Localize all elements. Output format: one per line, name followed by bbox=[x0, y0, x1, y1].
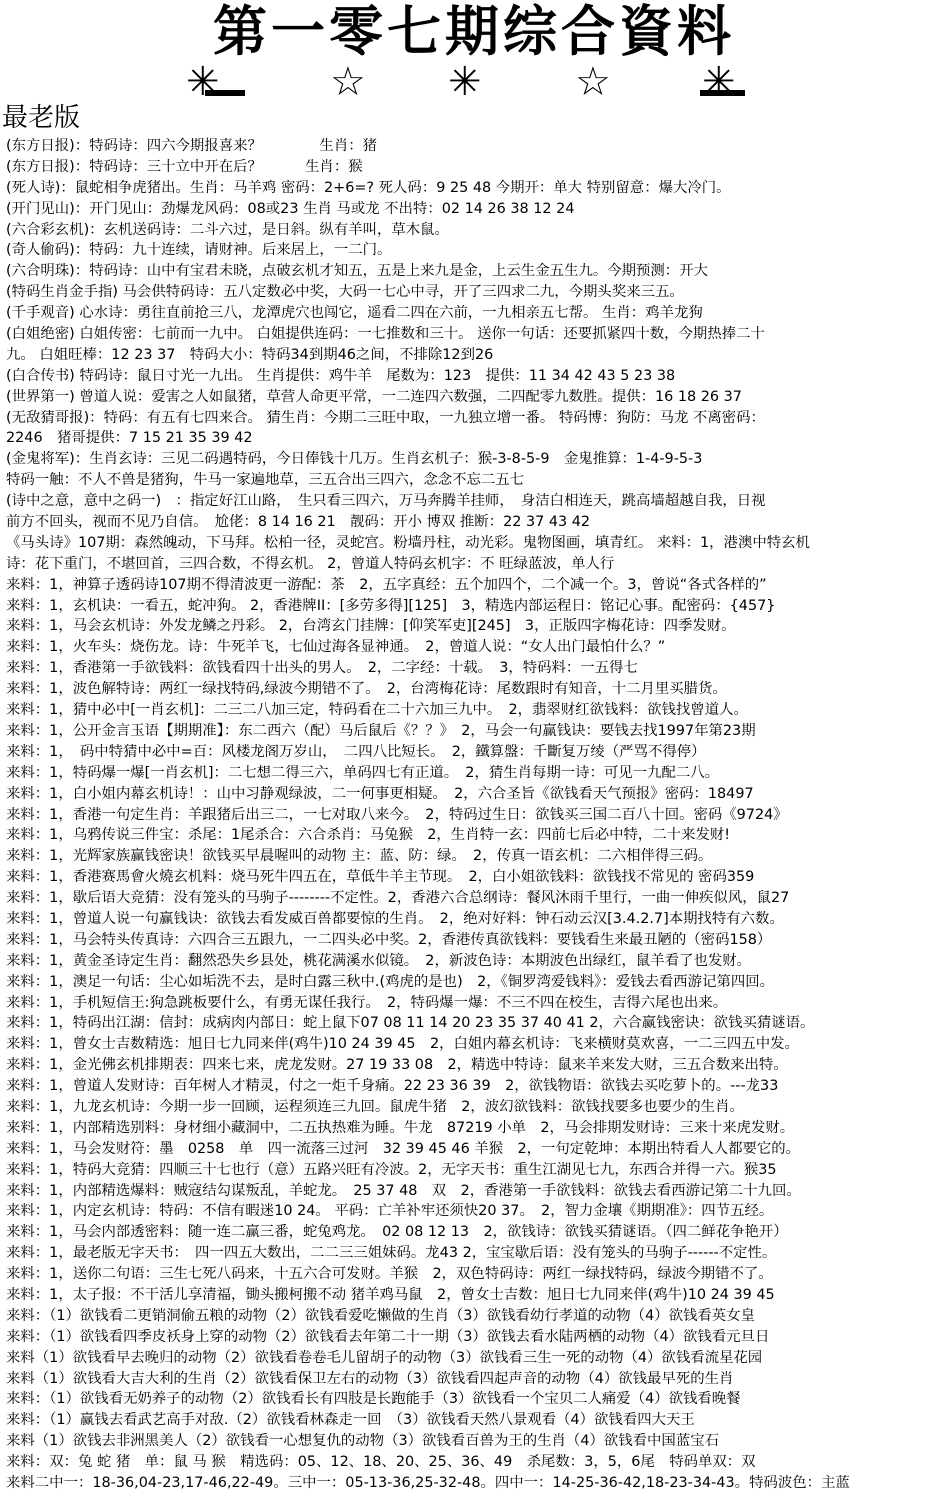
text-line: 《马头诗》107期：森然魄动，下马拜。松柏一径，灵蛇宫。粉墙丹柱，动光彩。鬼物图画，填青红。 来料：1，港澳中特玄机 bbox=[6, 534, 810, 551]
text-line: (世界第一) 曾道人说：爱害之人如鼠猪，草营人命更平常，一二连四六数强，二四配零九数胜。提供：16 18 26 37 bbox=[6, 388, 742, 405]
text-line: 来料：1，太子报：不干活儿享清福，锄头搬柯搬不动 猪羊鸡马鼠 2，曾女士吉数：旭日七九同来伴(鸡牛)10 24 39 45 bbox=[6, 1286, 775, 1303]
text-line: 来料：（1）欲钱看四季皮袄身上穿的动物（2）欲钱看去年第二十一期（3）欲钱去看水陆两栖的动物（4）欲钱看元旦日 bbox=[6, 1328, 770, 1345]
text-line: 来料：1，马会内部透密料：随一连二赢三番，蛇兔鸡龙。 02 08 12 13 2，欲钱诗：欲钱买猜谜语。（四二鲜花争艳开） bbox=[6, 1224, 788, 1241]
text-line: 来料：1，马会玄机诗：外发龙鳞之丹彩。 2，台湾玄门挂牌：[仰笑军吏][245] 3，正版四字梅花诗：四季发财。 bbox=[6, 618, 736, 635]
text-line: (六合彩玄机)：玄机送码诗：二斗六过，是日斜。纵有羊叫，草木鼠。 bbox=[6, 221, 449, 238]
text-line: 九。 白姐旺棒：12 23 37 特码大小：特码34到期46之间，不排除12到26 bbox=[6, 346, 494, 363]
text-line: 来料：1，马会特头传真诗：六四合三五跟九，一二四头必中奖。2，香港传真欲钱料：要钱看生来最丑陋的（密码158） bbox=[6, 931, 772, 948]
text-line: 前方不回头，视而不见乃自信。 尬佬：8 14 16 21 靓码：开小 博双 推断：22 37 43 42 bbox=[6, 514, 591, 531]
text-line: (奇人偷码)：特码：九十连续，请财神。后来居上，一二门。 bbox=[6, 242, 392, 259]
text-line: 来料：1，内定玄机诗：特码：不信有暇迷10 24。 平码：亡羊补牢还须快20 37。 2，智力金壤《期期准》：四节五经。 bbox=[6, 1203, 774, 1220]
text-line: 来料（1）欲钱去非洲黑美人（2）欲钱看一心想复仇的动物（3）欲钱看百兽为王的生肖（4）欲钱看中国蓝宝石 bbox=[6, 1433, 719, 1450]
text-line: 特码一触：不人不兽是猪狗，牛马一家遍地草，三五合出三四六，念念不忘二五七 bbox=[6, 472, 525, 489]
text-line: 来料：1，内部精选爆料：贼寇结勾谋叛乱，羊蛇龙。 25 37 48 双 2，香港第一手欲钱料：欲钱去看西游记第二十九回。 bbox=[6, 1182, 801, 1199]
text-line: 来料：1，澳足一句话：尘心如垢洗不去，是时白露三秋中.(鸡虎的是也) 2，《铜罗湾爱钱料》：爱钱去看西游记第四回。 bbox=[6, 973, 775, 990]
text-line: (诗中之意，意中之码一) ：指定好江山路， 生只看三四六，万马奔腾羊挂师， 身洁白相连天，跳高墙超越自我，日视 bbox=[6, 493, 766, 510]
asterisk-icon: ✳ bbox=[186, 59, 220, 105]
text-line: 来料：1，送你二句语：三生七死八码来，十五六合可发财。羊猴 2，双色特码诗：两红一绿找特码，绿波今期错不了。 bbox=[6, 1266, 773, 1283]
text-line: (东方日报)：特码诗：四六今期报喜来？ 生肖：猪 bbox=[6, 138, 377, 154]
content-body bbox=[6, 136, 942, 1491]
text-line: (无敌猜哥报)：特码：有五有七四来合。 猜生肖：今期二三旺中取，一九独立增一番。 特码博：狗防：马龙 不离密码： bbox=[6, 409, 765, 426]
text-line: 来料：（1）欲钱看无奶养子的动物（2）欲钱看长有四肢是长跑能手（3）欲钱看一个宝贝二人痛爱（4）欲钱看晚餐 bbox=[6, 1391, 741, 1408]
text-line: (特码生肖金手指) 马会供特码诗：五八定数必中奖，大码一七心中寻，开了三四求二九，今期头奖来三五。 bbox=[6, 284, 684, 301]
text-line: 来料：1，猜中必中[一肖玄机]：二三二八加三定，特码看在二十六加三九中。 2，翡翠财红欲钱料：欲钱找曾道人。 bbox=[6, 702, 748, 719]
text-line: 来料：1，内部精选别料：身材细小藏洞中，二五执热难为睡。牛龙 87219 小单 2，马会排期发财诗：三来十来虎发财。 bbox=[6, 1119, 795, 1136]
text-line: 来料（1）欲钱看早去晚归的动物（2）欲钱看卷卷毛儿留胡子的动物（3）欲钱看三生一死的动物（4）欲钱看流星花园 bbox=[6, 1349, 763, 1366]
text-line: 来料：1，乌鸦传说三件宝：杀尾：1尾杀合：六合杀肖：马兔猴 2，生肖特一玄：四前七后必中特，二十来发财! bbox=[6, 827, 730, 844]
text-line: (金鬼将军)：生肖玄诗：三见二码遇特码，今日俸钱十几万。生肖玄机子：猴-3-8-5-9 金鬼推算：1-4-9-5-3 bbox=[6, 451, 703, 468]
text-line: 来料：（1）赢钱去看武艺高手对敌.（2）欲钱看林森走一回 （3）欲钱看天然八景观看（4）欲钱看四大天王 bbox=[6, 1412, 695, 1429]
text-line: 来料：1，金光佛玄机排期表：四来七来，虎龙发财。27 19 33 08 2，精选中特诗：鼠来羊来发大财，三五合数来出特。 bbox=[6, 1057, 788, 1074]
text-line: 来料：1，曾道人说一句赢钱诀：欲钱去看发威百兽都要惊的生肖。 2，绝对好料：钟石动云汉[3.4.2.7]本期找特有六数。 bbox=[6, 910, 784, 927]
text-line: 来料：1，曾女士吉数精选：旭日七九同来伴(鸡牛)10 24 39 45 2，白姐内幕玄机诗：飞来横财莫欢喜，一二三四五中发。 bbox=[6, 1036, 799, 1053]
text-line: 来料：1，歇后语大竞猜：没有笼头的马驹子--------不定性。2，香港六合总纲诗：餐风沐雨千里行，一曲一伸疾似风，鼠27 bbox=[6, 890, 790, 907]
text-line: 来料二中一：18-36,04-23,17-46,22-49。三中一：05-13-36,25-32-48。四中一：14-25-36-42,18-23-34-43。特码波色：主蓝 bbox=[6, 1475, 850, 1491]
text-line: 来料：1，手机短信王:狗急跳板要什么，有勇无谋任我行。 2，特码爆一爆：不三不四在校生，吉得六尾也出来。 bbox=[6, 994, 728, 1011]
asterisk-icon: ✳ bbox=[702, 59, 736, 105]
text-line: 来料：1，波色解特诗：两红一绿找特码,绿波今期错不了。 2，台湾梅花诗：尾数跟时有知音，十二月里买腊货。 bbox=[6, 681, 727, 698]
text-line: 来料：1，九龙玄机诗：今期一步一回顾，运程须连三九回。鼠虎牛猪 2，波幻欲钱料：欲钱找要多也要少的生肖。 bbox=[6, 1098, 744, 1115]
text-line: (白姐绝密) 白姐传密：七前而一九中。 白姐提供连码：一七推数和三十。 送你一句话：还要抓紧四十数，今期热捧二十 bbox=[6, 326, 765, 343]
text-line: 2246 猪哥提供：7 15 21 35 39 42 bbox=[6, 430, 253, 447]
text-line: 来料：1，黄金圣诗定生肖：翻然恐失乡县处，桃花满溪水似镜。 2，新波色诗：本期波色出绿红，鼠羊看了也发财。 bbox=[6, 952, 752, 969]
text-line: 来料：1，公开金言玉语【期期准】：东二西六（配）马后鼠后《？？》 2，马会一句赢钱诀：要钱去找1997年第23期 bbox=[6, 722, 756, 739]
text-line: 来料：1，特码爆一爆[一肖玄机]：二七想二得三六，单码四七有正道。 2，猜生肖每期一诗：可见一九配二八。 bbox=[6, 764, 720, 781]
text-line: (死人诗)：鼠蛇相争虎猪出。生肖：马羊鸡 密码：2+6=? 死人码：9 25 48 今期开：单大 特别留意：爆大冷门。 bbox=[6, 179, 731, 196]
text-line: 来料：双：兔 蛇 猪 单：鼠 马 猴 精选码：05、12、18、20、25、36、49 杀尾数：3，5，6尾 特码单双：双 bbox=[6, 1454, 756, 1471]
text-line: 来料：1，玄机诀：一看五，蛇冲狗。 2，香港牌II：[多劳多得][125] 3，精选内部运程日：铭记心事。配密码：{457} bbox=[6, 597, 776, 614]
text-line: 来料：1，香港第一手欲钱料：欲钱看四十出头的男人。 2，二字经：十载。 3，特码料：一五得七 bbox=[6, 660, 638, 677]
page-title: 第一零七期综合資料 bbox=[213, 0, 735, 63]
text-line: 来料：1，白小姐内幕玄机诗！：山中习静观绿波，二一何事更相疑。 2，六合圣旨《欲钱看天气预报》密码：18497 bbox=[6, 785, 754, 802]
text-line: 来料：1，神算子透码诗107期不得清波更一游配：茶 2，五字真经：五个加四个，二个减一个。3，曾说“各式各样的” bbox=[6, 576, 767, 593]
text-line: 来料：1，马会发财符：墨 0258 单 四一流落三过河 32 39 45 46 羊猴 2，一句定乾坤：本期出特看人人都要它的。 bbox=[6, 1140, 801, 1157]
text-line: 来料：1， 码中特猜中必中=百：风楼龙阁万岁山， 二四八比短长。 2，鐵算盤：千斷复万绫（严骂不得停） bbox=[6, 743, 706, 760]
text-line: 来料：1，最老版无字天书： 四一四五大数出，二二三三姐妹码。龙43 2，宝宝歇后语：没有笼头的马驹子------不定性。 bbox=[6, 1245, 777, 1262]
star-icon: ☆ bbox=[330, 59, 366, 105]
text-line: (开门见山)：开门见山：劲爆龙风码：08或23 生肖 马或龙 不出特：02 14 26 38 12 24 bbox=[6, 200, 575, 217]
text-line: (六合明珠)：特码诗：山中有宝君未晓，点破玄机才知五，五是上来九是金，上云生金五生九。今期预测：开大 bbox=[6, 263, 708, 280]
title-decoration bbox=[0, 60, 948, 104]
text-line: 来料：1，香港一句定生肖：羊跟猪后出三二，一七对取八来今。 2，特码过生日：欲钱买三国二百八十回。密码《9724》 bbox=[6, 806, 788, 823]
edition-label: 最老版 bbox=[2, 103, 81, 133]
text-line: 来料：1，火车头：烧伤龙。诗：牛死羊飞，七仙过海各显神通。 2，曾道人说：“女人出门最怕什么？” bbox=[6, 639, 666, 656]
text-line: 诗：花下重门，不堪回首，三四合数，不得玄机。 2，曾道人特码玄机字：不 旺绿蓝波，单人行 bbox=[6, 555, 615, 572]
text-line: 来料：（1）欲钱看二更销洞偷五粮的动物（2）欲钱看爱吃懒做的生肖（3）欲钱看幼行孝道的动物（4）欲钱看英女皇 bbox=[6, 1307, 755, 1324]
text-line: 来料：1，曾道人发财诗：百年树人才精灵，付之一炬千身痛。22 23 36 39 2，欲钱物语：欲钱去买吃萝卜的。---龙33 bbox=[6, 1078, 779, 1095]
text-line: 来料：1，特码大竞猜：四顺三十七也行（意）五路兴旺有冷波。2，无字天书：重生江湖见七九，东西合并得一六。猴35 bbox=[6, 1161, 777, 1178]
star-icon: ☆ bbox=[575, 59, 611, 105]
text-line: (千手观音) 心水诗：勇往直前抢三八，龙潭虎穴也闯它，遥看二四在六前，一九相亲五七帮。 生肖：鸡羊龙狗 bbox=[6, 305, 703, 322]
text-line: (白合传书) 特码诗：鼠日寸光一九出。 生肖提供：鸡牛羊 尾数为：123 提供：11 34 42 43 5 23 38 bbox=[6, 367, 676, 384]
text-line: 来料（1）欲钱看大吉大利的生肖（2）欲钱看保卫左右的动物（3）欲钱看四起声音的动物（4）欲钱最早死的生肖 bbox=[6, 1370, 734, 1387]
text-line: 来料：1，特码出江湖：信封：成病肉内部日：蛇上鼠下07 08 11 14 20 23 35 37 40 41 2，六合赢钱密诀：欲钱买猜谜语。 bbox=[6, 1015, 815, 1032]
text-line: 来料：1，香港赛馬會火燒玄机料：烧马死牛四五在，草低牛羊主节现。 2，白小姐欲钱料：欲钱找不常见的 密码359 bbox=[6, 869, 755, 886]
text-line: (东方日报)：特码诗：三十立中开在后？ 生肖：猴 bbox=[6, 158, 363, 175]
text-line: 来料：1，光辉家族赢钱密诀！欲钱买早晨喔叫的动物 主：蓝、防：绿。 2，传真一语玄机：二六相伴得三码。 bbox=[6, 848, 713, 865]
asterisk-icon: ✳ bbox=[448, 59, 482, 105]
